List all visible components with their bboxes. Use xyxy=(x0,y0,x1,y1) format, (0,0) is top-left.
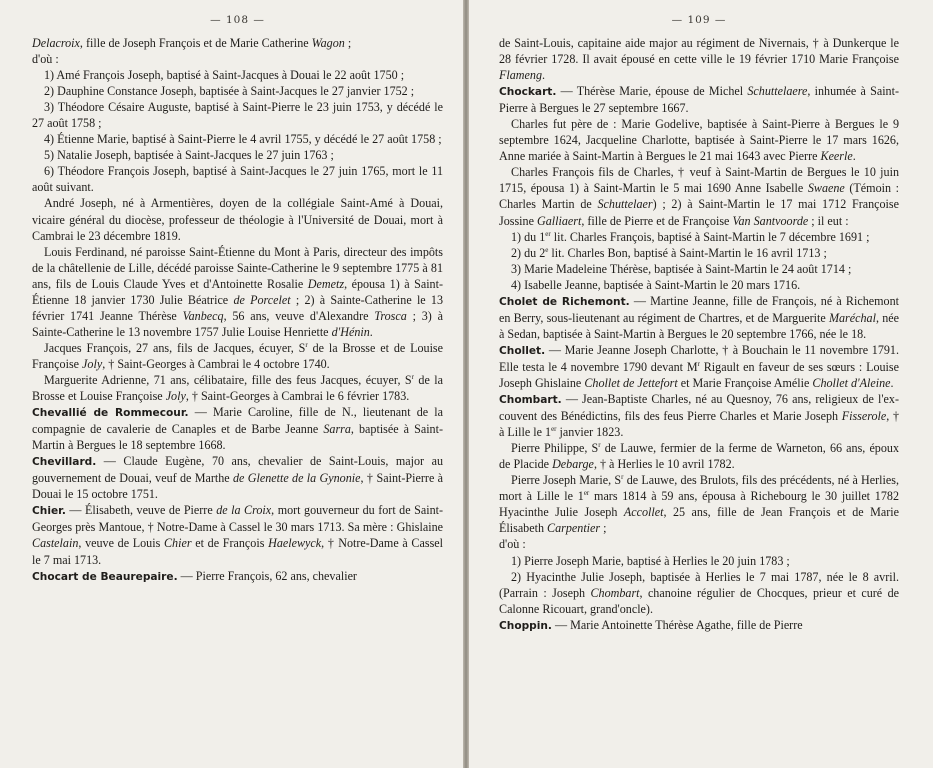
paragraph: 2) Hyacinthe Julie Joseph, baptisée à Herlies le 7 mai 1787, née le 8 avril. (Parrain : Joseph Chombart, chanoine régulier de Chocques, prieur et curé de Calonne Ricouart, grand'oncle). xyxy=(499,569,899,616)
page-number: — 109 — xyxy=(671,14,727,26)
paragraph: Pierre Philippe, $S^r$ de Lauwe, fermier de la ferme de Warneton, 66 ans, époux de Placide Debarge, † à Herlies le 10 avril 1782. xyxy=(499,441,899,472)
paragraph: Delacroix, fille de Joseph François et de Marie Catherine Wagon ; xyxy=(32,36,352,50)
paragraph: 4) Isabelle Jeanne, baptisée à Saint-Martin le 20 mars 1716. xyxy=(511,277,801,292)
paragraph: Chombart. — Jean-Baptiste Charles, né au Quesnoy, 76 ans, religieux de l'ex-couvent des Bénédictins, fils des feus Pierre Charles et Marie Joseph Fisserole, † à Lille le 1er janvier 1823. xyxy=(499,392,899,440)
entry-heading: Chombart. xyxy=(499,394,562,407)
paragraph: Chevillard. — Claude Eugène, 70 ans, chevalier de Saint-Louis, major au gouvernement de Douai, veuf de Marthe de Glenette de la Gynonie, † Saint-Pierre à Douai le 15 octobre 1751. xyxy=(32,454,444,502)
paragraph: 2) Dauphine Constance Joseph, baptisée à Saint-Jacques le 27 janvier 1752 ; xyxy=(44,84,415,99)
paragraph: d'où : xyxy=(499,537,526,552)
paragraph: 5) Natalie Joseph, baptisée à Saint-Jacques le 27 juin 1763 ; xyxy=(44,148,334,163)
page-number: — 108 — xyxy=(210,14,265,26)
paragraph: Choppin. — Marie Antoinette Thérèse Agathe, fille de Pierre xyxy=(499,617,803,632)
paragraph: 1) du 1er lit. Charles François, baptisé à Saint-Martin le 7 décembre 1691 ; xyxy=(511,229,870,244)
paragraph: Pierre Joseph Marie, $S^r$ de Lauwe, des Brulots, fils des précédents, né à Herlies, mort à Lille le 1er mars 1814 à 59 ans, épousa à Richebourg le 30 juillet 1782 Hyacinthe Julie Joseph Accollet, 25 ans, fille de Jean François et de Marie Élisabeth Carpentier ; xyxy=(499,473,899,536)
paragraph: Chollet. — Marie Jeanne Joseph Charlotte, † à Bouchain le 11 novembre 1791. Elle testa le 4 novembre 1790 devant $M^r$ Rigault en faveur de ses sœurs : Louise Joseph Ghislaine Chollet de Jettefort et Marie Françoise Amélie Chollet d'Aleine. xyxy=(499,342,899,390)
entry-heading: Chockart. xyxy=(499,86,557,99)
paragraph: André Joseph, né à Armentières, doyen de la collégiale Saint-Amé à Douai, vicaire général du diocèse, professeur de théologie à l'Université de Douai, mort à Cambrai le 23 décembre 1819. xyxy=(32,196,443,243)
paragraph: Charles fut père de : Marie Godelive, baptisée à Saint-Pierre à Bergues le 9 septembre 1624, Jacqueline Charlotte, baptisée à Saint-Pierre le 17 mars 1626, Anne mariée à Saint-Martin à Bergues le 21 mai 1643 avec Pierre Keerle. xyxy=(499,117,899,164)
paragraph: 3) Marie Madeleine Thérèse, baptisée à Saint-Martin le 24 août 1714 ; xyxy=(511,261,852,276)
entry-heading: Choppin. xyxy=(499,619,552,632)
paragraph: Louis Ferdinand, né paroisse Saint-Étienne du Mont à Paris, directeur des impôts de la châtellenie de Lille, décédé paroisse Sainte-Catherine le 9 septembre 1775 à 81 ans, fils de Louis Claude Yves et d'Antoinette Rosalie Demetz, épousa 1) à Saint-Étienne 18 janvier 1730 Julie Béatrice de Porcelet ; 2) à Sainte-Catherine le 13 février 1741 Jeanne Thérèse Vanbecq, 56 ans, veuve d'Alexandre Trosca ; 3) à Sainte-Catherine le 13 novembre 1757 Julie Louise Henriette d'Hénin. xyxy=(32,244,444,339)
paragraph: 6) Théodore François Joseph, baptisé à Saint-Jacques le 27 juin 1765, mort le 11 août suivant. xyxy=(32,164,443,195)
page-text xyxy=(32,35,443,585)
paragraph: Chevallié de Rommecour. — Marie Caroline, fille de N., lieutenant de la compagnie de cavalerie de Canaples et de Barbe Jeanne Sarra, baptisée à Saint-Martin à Bergues le 18 septembre 1668. xyxy=(32,405,443,453)
entry-heading: Chier. xyxy=(32,505,66,518)
entry-heading: Chevillard. xyxy=(32,456,97,469)
paragraph: Cholet de Richemont. — Martine Jeanne, fille de François, né à Richemont en Berry, sous-lieutenant au régiment de Chartres, et de Marguerite Maréchal, née à Sedan, baptisée à Saint-Martin à Bergues le 20 septembre 1766, née le 18. xyxy=(499,293,899,341)
right-page xyxy=(469,0,933,768)
paragraph: 2) du 2e lit. Charles Bon, baptisé à Saint-Martin le 16 avril 1713 ; xyxy=(511,245,827,260)
paragraph: 3) Théodore Césaire Auguste, baptisé à Saint-Pierre le 23 juin 1753, y décédé le 27 août 1758 ; xyxy=(32,100,443,131)
paragraph: de Saint-Louis, capitaine aide major au régiment de Nivernais, † à Dunkerque le 28 février 1728. Il avait épousé en cette ville le 19 février 1710 Marie Françoise Flameng. xyxy=(499,36,899,83)
entry-heading: Chevallié de Rommecour. xyxy=(32,407,189,420)
paragraph: 1) Pierre Joseph Marie, baptisé à Herlies le 20 juin 1783 ; xyxy=(511,553,790,568)
paragraph: Chocart de Beaurepaire. — Pierre François, 62 ans, chevalier xyxy=(32,568,357,583)
paragraph: d'où : xyxy=(32,52,59,67)
paragraph: Marguerite Adrienne, 71 ans, célibataire, fille des feus Jacques, écuyer, $S^r$ de la Brosse et Louise Françoise Joly, † Saint-Georges à Cambrai le 6 février 1783. xyxy=(32,372,443,404)
paragraph: Chockart. — Thérèse Marie, épouse de Michel Schuttelaere, inhumée à Saint-Pierre à Bergues le 27 septembre 1667. xyxy=(499,84,899,116)
paragraph: 4) Étienne Marie, baptisé à Saint-Pierre le 4 avril 1755, y décédé le 27 août 1758 ; xyxy=(44,132,442,147)
page-text xyxy=(499,35,899,634)
paragraph: Jacques François, 27 ans, fils de Jacques, écuyer, $S^r$ de la Brosse et de Louise Françoise Joly, † Saint-Georges à Cambrai le 4 octobre 1740. xyxy=(32,340,444,371)
entry-heading: Cholet de Richemont. xyxy=(499,295,630,308)
left-page xyxy=(0,0,463,768)
paragraph: Charles François fils de Charles, † veuf à Saint-Martin de Bergues le 10 juin 1715, épousa 1) à Saint-Martin le 5 mai 1690 Anne Isabelle Swaene (Témoin : Charles Martin de Schuttelaer) ; 2) à Saint-Martin le 17 mai 1712 Françoise Jossine Galliaert, fille de Pierre et de Françoise Van Santvoorde ; il eut : xyxy=(499,165,899,228)
paragraph: 1) Amé François Joseph, baptisé à Saint-Jacques à Douai le 22 août 1750 ; xyxy=(44,68,405,83)
entry-heading: Chocart de Beaurepaire. xyxy=(32,570,178,583)
paragraph: Chier. — Élisabeth, veuve de Pierre de la Croix, mort gouverneur du fort de Saint-Georges près Mantoue, † Notre-Dame à Cassel le 30 mars 1713. Sa mère : Ghislaine Castelain, veuve de Louis Chier et de François Haelewyck, † Notre-Dame à Cassel le 7 mai 1713. xyxy=(32,503,443,567)
entry-heading: Chollet. xyxy=(499,344,546,357)
